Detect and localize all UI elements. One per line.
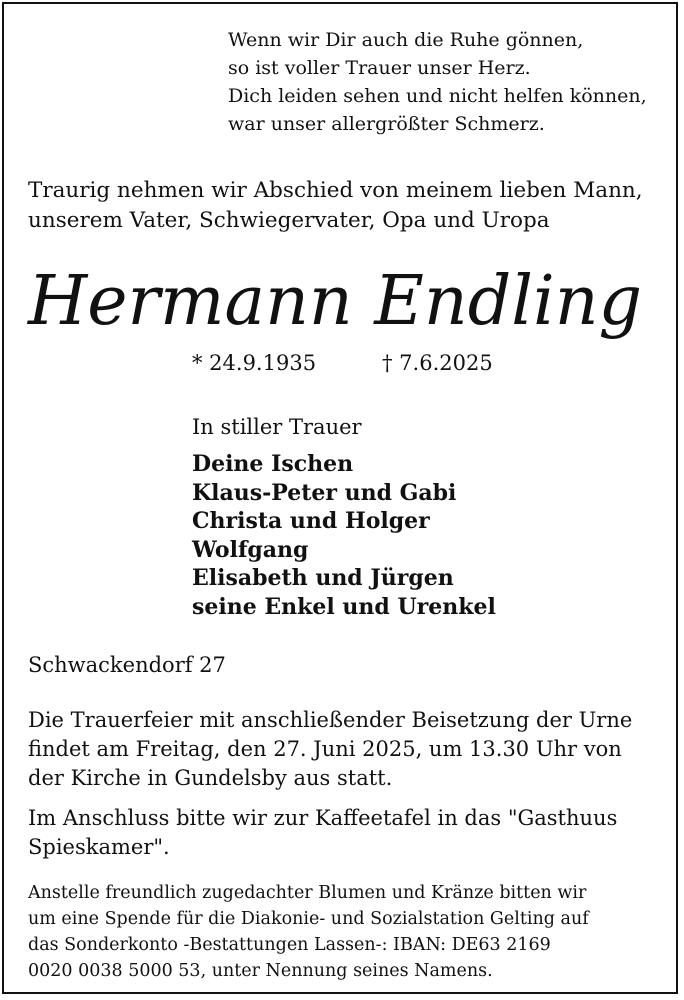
donation-line: 0020 0038 5000 53, unter Nennung seines Namens.: [28, 961, 493, 981]
farewell-intro: [28, 176, 643, 236]
donation-line: Anstelle freundlich zugedachter Blumen und Kränze bitten wir: [28, 883, 587, 903]
poem-line: so ist voller Trauer unser Herz.: [228, 57, 531, 79]
mourners-list: [192, 450, 496, 622]
poem-line: war unser allergrößter Schmerz.: [228, 113, 545, 135]
coffee-notice: [28, 804, 617, 862]
funeral-line: Die Trauerfeier mit anschließender Beisetzung der Urne: [28, 708, 633, 732]
donation-notice: [28, 880, 589, 984]
donation-line: um eine Spende für die Diakonie- und Sozialstation Gelting auf: [28, 909, 589, 929]
coffee-line: Spieskamer".: [28, 835, 170, 859]
mourner-name: Elisabeth und Jürgen: [192, 565, 454, 592]
poem-line: Wenn wir Dir auch die Ruhe gönnen,: [228, 29, 584, 51]
mourning-label: In stiller Trauer: [192, 415, 362, 439]
address: Schwackendorf 27: [28, 653, 226, 677]
mourner-name: Deine Ischen: [192, 451, 354, 477]
memorial-poem: [228, 26, 647, 138]
funeral-line: der Kirche in Gundelsby aus statt.: [28, 766, 393, 790]
mourner-name: Christa und Holger: [192, 508, 430, 535]
mourner-name: Wolfgang: [192, 536, 309, 563]
donation-line: das Sonderkonto -Bestattungen Lassen-: IBAN: DE63 2169: [28, 935, 551, 955]
coffee-line: Im Anschluss bitte wir zur Kaffeetafel in das "Gasthuus: [28, 806, 618, 830]
funeral-notice: [28, 706, 632, 793]
intro-line: unserem Vater, Schwiegervater, Opa und Uropa: [28, 208, 550, 233]
funeral-line: findet am Freitag, den 27. Juni 2025, um 13.30 Uhr von: [28, 737, 622, 761]
death-date: † 7.6.2025: [382, 351, 493, 375]
intro-line: Traurig nehmen wir Abschied von meinem lieben Mann,: [28, 178, 643, 203]
mourner-name: Klaus-Peter und Gabi: [192, 479, 457, 506]
poem-line: Dich leiden sehen und nicht helfen können,: [228, 85, 647, 107]
obituary-border: [2, 2, 678, 994]
birth-date: * 24.9.1935: [192, 351, 317, 375]
deceased-name: Hermann Endling: [28, 262, 643, 341]
mourner-name: seine Enkel und Urenkel: [192, 593, 496, 620]
